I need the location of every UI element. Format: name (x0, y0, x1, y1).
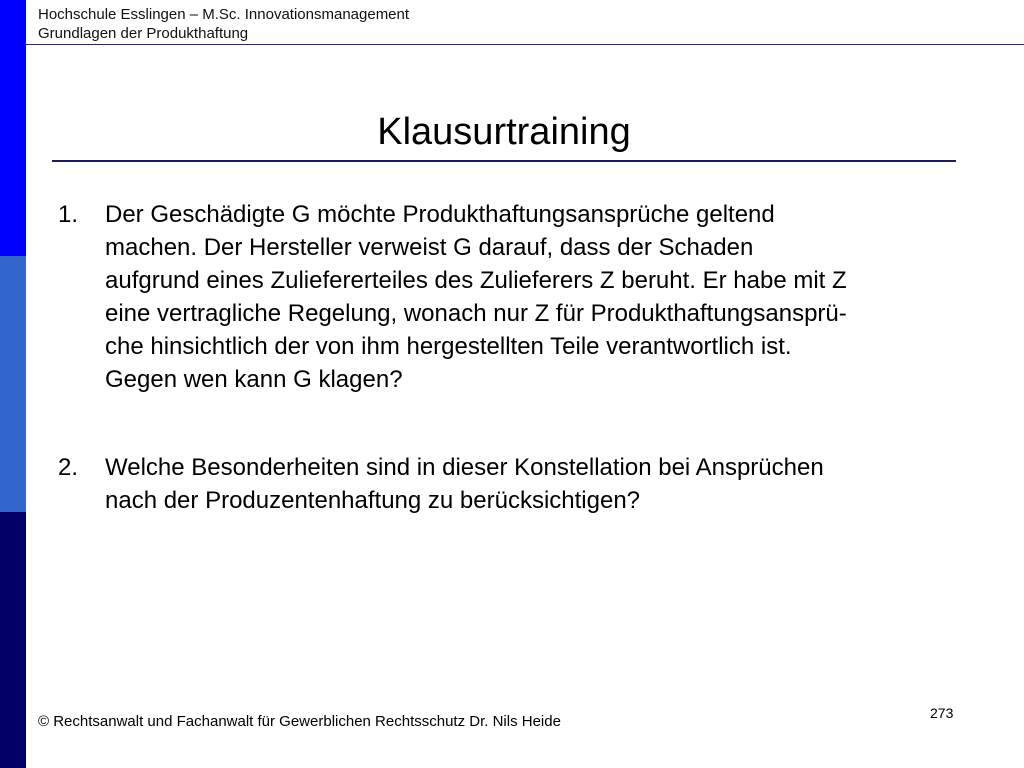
question-item (58, 451, 978, 517)
question-item (58, 198, 978, 396)
question-text: Der Geschädigte G möchte Produkthaftungsansprüche geltend machen. Der Hersteller verweist G darauf, dass der Schaden aufgrund eines Zuliefererteiles des Zulieferers Z beruht. Er habe mit Z eine vertragliche Regelung, wonach nur Z für Produkthaftungsansprü- che hinsichtlich der von ihm hergestellten Teile verantwortlich ist. Gegen wen kann G klagen? (105, 201, 847, 393)
header-institution: Hochschule Esslingen – M.Sc. Innovationsmanagement (38, 6, 410, 23)
slide-header (38, 5, 409, 43)
page-number: 273 (930, 705, 954, 721)
header-course: Grundlagen der Produkthaftung (38, 25, 249, 42)
question-number: 2. (58, 454, 79, 481)
left-band-top (0, 0, 26, 256)
footer-copyright: © Rechtsanwalt und Fachanwalt für Gewerblichen Rechtsschutz Dr. Nils Heide (38, 713, 561, 730)
question-number: 1. (58, 201, 79, 228)
left-band-bottom (0, 512, 26, 768)
question-text: Welche Besonderheiten sind in dieser Konstellation bei Ansprüchen nach der Produzentenhaftung zu berücksichtigen? (105, 454, 824, 514)
slide-title: Klausurtraining (377, 111, 631, 153)
title-underline (52, 160, 956, 162)
left-band-middle (0, 256, 26, 512)
header-divider (26, 44, 1024, 45)
